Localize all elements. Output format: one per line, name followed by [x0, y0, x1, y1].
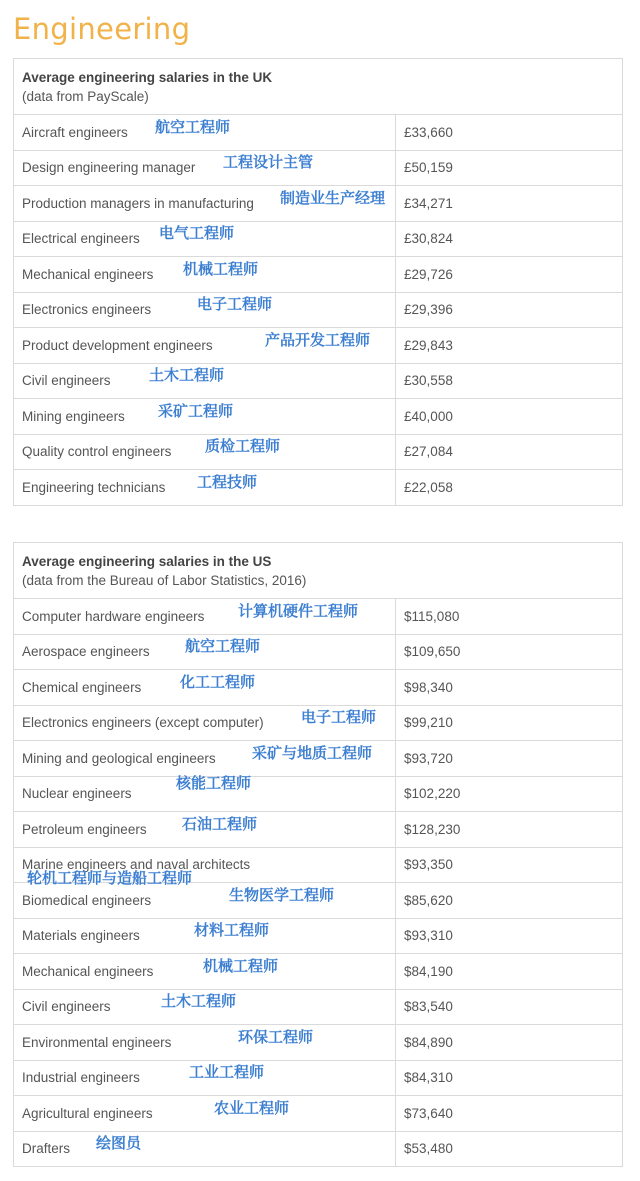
salary-cell: $102,220	[396, 776, 623, 812]
role-name: Production managers in manufacturing	[22, 195, 254, 211]
table-row	[14, 292, 623, 328]
role-cell	[14, 1131, 396, 1167]
table-row	[14, 186, 623, 222]
salary-cell: $83,540	[396, 989, 623, 1025]
table-row	[14, 221, 623, 257]
role-cell	[14, 954, 396, 990]
role-name-chinese: 材料工程师	[194, 921, 270, 940]
role-cell	[14, 812, 396, 848]
role-name: Quality control engineers	[22, 444, 172, 460]
table-row	[14, 954, 623, 990]
salary-cell: $93,350	[396, 847, 623, 883]
role-cell	[14, 1025, 396, 1061]
role-cell	[14, 150, 396, 186]
role-name: Mechanical engineers	[22, 963, 154, 979]
role-name-chinese: 采矿工程师	[158, 401, 234, 420]
uk-table-header	[14, 59, 623, 115]
salary-cell: £40,000	[396, 399, 623, 435]
role-name-chinese: 产品开发工程师	[265, 330, 371, 349]
table-row	[14, 634, 623, 670]
table-row	[14, 434, 623, 470]
role-name: Materials engineers	[22, 928, 140, 944]
role-cell	[14, 399, 396, 435]
role-name: Engineering technicians	[22, 479, 166, 495]
salary-cell: $84,310	[396, 1060, 623, 1096]
role-cell	[14, 115, 396, 151]
table-row	[14, 328, 623, 364]
salary-cell: £29,396	[396, 292, 623, 328]
salary-cell: £50,159	[396, 150, 623, 186]
role-cell	[14, 776, 396, 812]
role-cell	[14, 670, 396, 706]
role-cell	[14, 918, 396, 954]
role-name: Environmental engineers	[22, 1034, 172, 1050]
table-row	[14, 257, 623, 293]
role-name-chinese: 生物医学工程师	[229, 885, 335, 904]
role-name: Chemical engineers	[22, 679, 142, 695]
role-name: Electronics engineers (except computer)	[22, 715, 264, 731]
table-row	[14, 741, 623, 777]
role-cell	[14, 989, 396, 1025]
role-name: Electrical engineers	[22, 231, 140, 247]
role-name-chinese: 工业工程师	[189, 1063, 265, 1082]
salary-cell: $109,650	[396, 634, 623, 670]
role-name: Biomedical engineers	[22, 892, 152, 908]
role-name-chinese: 石油工程师	[182, 814, 258, 833]
uk-salary-table	[13, 58, 623, 506]
role-name-chinese: 机械工程师	[203, 956, 279, 975]
salary-cell: £27,084	[396, 434, 623, 470]
role-name: Computer hardware engineers	[22, 608, 205, 624]
role-name: Product development engineers	[22, 337, 213, 353]
salary-cell: £29,843	[396, 328, 623, 364]
salary-cell: $84,890	[396, 1025, 623, 1061]
table-row	[14, 363, 623, 399]
table-row	[14, 812, 623, 848]
salary-cell: £33,660	[396, 115, 623, 151]
us-table-header	[14, 543, 623, 599]
role-cell	[14, 1096, 396, 1132]
role-name-chinese: 机械工程师	[183, 259, 259, 278]
table-row	[14, 847, 623, 883]
salary-cell: $85,620	[396, 883, 623, 919]
role-name: Civil engineers	[22, 373, 111, 389]
salary-cell: $93,310	[396, 918, 623, 954]
role-cell	[14, 434, 396, 470]
role-name-chinese: 绘图员	[96, 1134, 142, 1153]
table-row	[14, 470, 623, 506]
role-cell	[14, 847, 396, 888]
salary-cell: $53,480	[396, 1131, 623, 1167]
table-row	[14, 150, 623, 186]
role-name-chinese: 采矿与地质工程师	[252, 743, 373, 762]
role-name: Aircraft engineers	[22, 124, 128, 140]
salary-cell: $99,210	[396, 705, 623, 741]
role-cell	[14, 257, 396, 293]
role-name: Industrial engineers	[22, 1070, 140, 1086]
role-name: Nuclear engineers	[22, 786, 132, 802]
role-name-chinese: 电子工程师	[197, 295, 273, 314]
role-cell	[14, 292, 396, 328]
salary-cell: $115,080	[396, 599, 623, 635]
table-row	[14, 1131, 623, 1167]
us-table-title: Average engineering salaries in the US	[22, 553, 272, 569]
role-name: Aerospace engineers	[22, 644, 150, 660]
role-cell	[14, 470, 396, 506]
salary-cell: £34,271	[396, 186, 623, 222]
role-name-chinese: 航空工程师	[185, 637, 261, 656]
table-row	[14, 1060, 623, 1096]
salary-cell: $84,190	[396, 954, 623, 990]
salary-cell: £30,558	[396, 363, 623, 399]
table-row	[14, 399, 623, 435]
role-name-chinese: 计算机硬件工程师	[238, 601, 359, 620]
role-name-chinese: 环保工程师	[238, 1027, 314, 1046]
role-name-chinese: 化工工程师	[180, 672, 256, 691]
table-row	[14, 918, 623, 954]
salary-cell: £30,824	[396, 221, 623, 257]
role-name: Petroleum engineers	[22, 821, 147, 837]
salary-cell: $128,230	[396, 812, 623, 848]
role-cell	[14, 705, 396, 741]
uk-table-subtitle: (data from PayScale)	[22, 88, 149, 104]
role-cell	[14, 599, 396, 635]
role-name-chinese: 土木工程师	[149, 366, 225, 385]
us-table-subtitle: (data from the Bureau of Labor Statistics, 2016)	[22, 572, 307, 588]
role-name-chinese: 航空工程师	[155, 117, 231, 136]
us-table-title-cell	[14, 543, 623, 599]
role-cell	[14, 1060, 396, 1096]
table-row	[14, 1096, 623, 1132]
uk-table-title: Average engineering salaries in the UK	[22, 69, 273, 85]
role-cell	[14, 221, 396, 257]
role-name: Mining and geological engineers	[22, 750, 216, 766]
table-row	[14, 705, 623, 741]
role-name: Electronics engineers	[22, 302, 152, 318]
role-name-chinese: 核能工程师	[176, 774, 252, 793]
us-salary-table	[13, 542, 623, 1167]
role-name: Mechanical engineers	[22, 266, 154, 282]
table-row	[14, 599, 623, 635]
role-name-chinese: 电子工程师	[301, 708, 377, 727]
role-name-chinese: 土木工程师	[161, 992, 237, 1011]
role-name-chinese: 工程技师	[197, 472, 258, 491]
role-name-chinese: 轮机工程师与造船工程师	[27, 869, 193, 888]
salary-cell: £29,726	[396, 257, 623, 293]
role-name-chinese: 电气工程师	[159, 224, 235, 243]
page-title: Engineering	[13, 12, 191, 46]
role-name: Design engineering manager	[22, 160, 196, 176]
role-name: Drafters	[22, 1141, 71, 1157]
table-row	[14, 776, 623, 812]
role-name: Civil engineers	[22, 999, 111, 1015]
salary-cell: $73,640	[396, 1096, 623, 1132]
role-name: Mining engineers	[22, 408, 125, 424]
role-name-chinese: 工程设计主管	[223, 153, 314, 172]
role-cell	[14, 328, 396, 364]
role-cell	[14, 186, 396, 222]
role-cell	[14, 741, 396, 777]
role-name-chinese: 质检工程师	[205, 437, 281, 456]
role-name: Marine engineers and naval architects	[22, 857, 251, 873]
uk-table-title-cell	[14, 59, 623, 115]
role-name-chinese: 农业工程师	[214, 1098, 290, 1117]
table-row	[14, 1025, 623, 1061]
table-row	[14, 670, 623, 706]
table-row	[14, 989, 623, 1025]
salary-cell: $98,340	[396, 670, 623, 706]
salary-cell: $93,720	[396, 741, 623, 777]
role-cell	[14, 634, 396, 670]
role-name: Agricultural engineers	[22, 1105, 153, 1121]
table-row	[14, 115, 623, 151]
role-name-chinese: 制造业生产经理	[280, 188, 386, 207]
salary-cell: £22,058	[396, 470, 623, 506]
role-cell	[14, 363, 396, 399]
